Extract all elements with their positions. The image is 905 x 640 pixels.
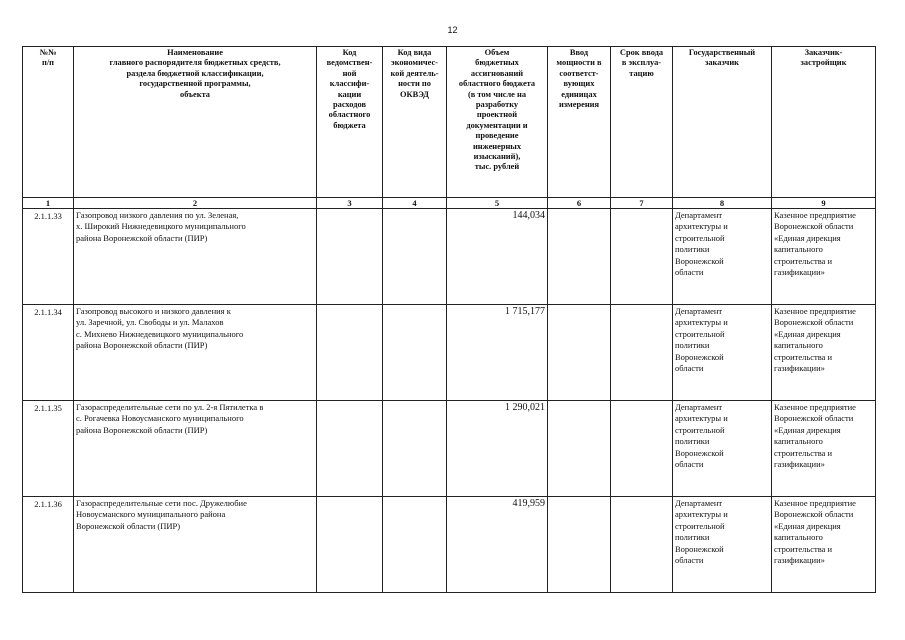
state-customer-cell: Департамент архитектуры и строительной политики Воронежской области bbox=[673, 401, 772, 497]
object-name-cell: Газораспределительные сети по ул. 2-я Пятилетка в с. Рогачевка Новоусманского муниципального района Воронежской области (ПИР) bbox=[74, 401, 317, 497]
column-number: 2 bbox=[74, 198, 317, 209]
column-number: 3 bbox=[317, 198, 383, 209]
column-number: 1 bbox=[23, 198, 74, 209]
object-name-cell: Газопровод высокого и низкого давления к ул. Заречной, ул. Свободы и ул. Малахов с. Михнево Нижнедевицкого муниципального района Воронежской области (ПИР) bbox=[74, 305, 317, 401]
header-cell: Заказчик- застройщик bbox=[772, 47, 876, 198]
header-cell: Объем бюджетных ассигнований областного бюджета (в том числе на разработку проектной документации и проведение инженерных изысканий), тыс. рублей bbox=[447, 47, 548, 198]
row-number: 2.1.1.35 bbox=[23, 401, 74, 497]
header-cell: Код вида экономичес- кой деятель- ности по ОКВЭД bbox=[383, 47, 447, 198]
column-number: 5 bbox=[447, 198, 548, 209]
table-row bbox=[23, 401, 876, 497]
header-cell: Срок ввода в эксплуа- тацию bbox=[611, 47, 673, 198]
header-cell: Государственный заказчик bbox=[673, 47, 772, 198]
table-header-row bbox=[23, 47, 876, 198]
header-cell: Ввод мощности в соответст- вующих единицах измерения bbox=[548, 47, 611, 198]
okved-cell bbox=[383, 401, 447, 497]
header-cell: Наименование главного распорядителя бюджетных средств, раздела бюджетной классификации, государственной программы, объекта bbox=[74, 47, 317, 198]
okved-cell bbox=[383, 305, 447, 401]
okved-cell bbox=[383, 209, 447, 305]
state-customer-cell: Департамент архитектуры и строительной политики Воронежской области bbox=[673, 305, 772, 401]
developer-cell: Казенное предприятие Воронежской области «Единая дирекция капитального строительства и газификации» bbox=[772, 497, 876, 593]
object-name-cell: Газораспределительные сети пос. Дружелюбие Новоусманского муниципального района Воронежской области (ПИР) bbox=[74, 497, 317, 593]
budget-value: 1 715,177 bbox=[447, 305, 548, 401]
budget-value: 419,959 bbox=[447, 497, 548, 593]
developer-cell: Казенное предприятие Воронежской области «Единая дирекция капитального строительства и газификации» bbox=[772, 305, 876, 401]
developer-cell: Казенное предприятие Воронежской области «Единая дирекция капитального строительства и газификации» bbox=[772, 401, 876, 497]
column-number: 4 bbox=[383, 198, 447, 209]
row-number: 2.1.1.36 bbox=[23, 497, 74, 593]
column-number-row bbox=[23, 198, 876, 209]
term-cell bbox=[611, 497, 673, 593]
row-number: 2.1.1.33 bbox=[23, 209, 74, 305]
term-cell bbox=[611, 305, 673, 401]
page-number: 12 bbox=[447, 25, 458, 35]
column-number: 8 bbox=[673, 198, 772, 209]
capacity-cell bbox=[548, 209, 611, 305]
dept-code-cell bbox=[317, 497, 383, 593]
term-cell bbox=[611, 401, 673, 497]
okved-cell bbox=[383, 497, 447, 593]
column-number: 7 bbox=[611, 198, 673, 209]
capacity-cell bbox=[548, 497, 611, 593]
table-row bbox=[23, 497, 876, 593]
developer-cell: Казенное предприятие Воронежской области «Единая дирекция капитального строительства и газификации» bbox=[772, 209, 876, 305]
table-row bbox=[23, 209, 876, 305]
dept-code-cell bbox=[317, 305, 383, 401]
state-customer-cell: Департамент архитектуры и строительной политики Воронежской области bbox=[673, 497, 772, 593]
column-number: 9 bbox=[772, 198, 876, 209]
row-number: 2.1.1.34 bbox=[23, 305, 74, 401]
capacity-cell bbox=[548, 305, 611, 401]
header-cell: Код ведомствен- ной классифи- кации расходов областного бюджета bbox=[317, 47, 383, 198]
column-number: 6 bbox=[548, 198, 611, 209]
header-cell: №№ п/п bbox=[23, 47, 74, 198]
budget-value: 144,034 bbox=[447, 209, 548, 305]
dept-code-cell bbox=[317, 401, 383, 497]
object-name-cell: Газопровод низкого давления по ул. Зеленая, х. Широкий Нижнедевицкого муниципального района Воронежской области (ПИР) bbox=[74, 209, 317, 305]
budget-value: 1 290,021 bbox=[447, 401, 548, 497]
capacity-cell bbox=[548, 401, 611, 497]
dept-code-cell bbox=[317, 209, 383, 305]
term-cell bbox=[611, 209, 673, 305]
budget-table bbox=[22, 46, 876, 593]
state-customer-cell: Департамент архитектуры и строительной политики Воронежской области bbox=[673, 209, 772, 305]
table-row bbox=[23, 305, 876, 401]
